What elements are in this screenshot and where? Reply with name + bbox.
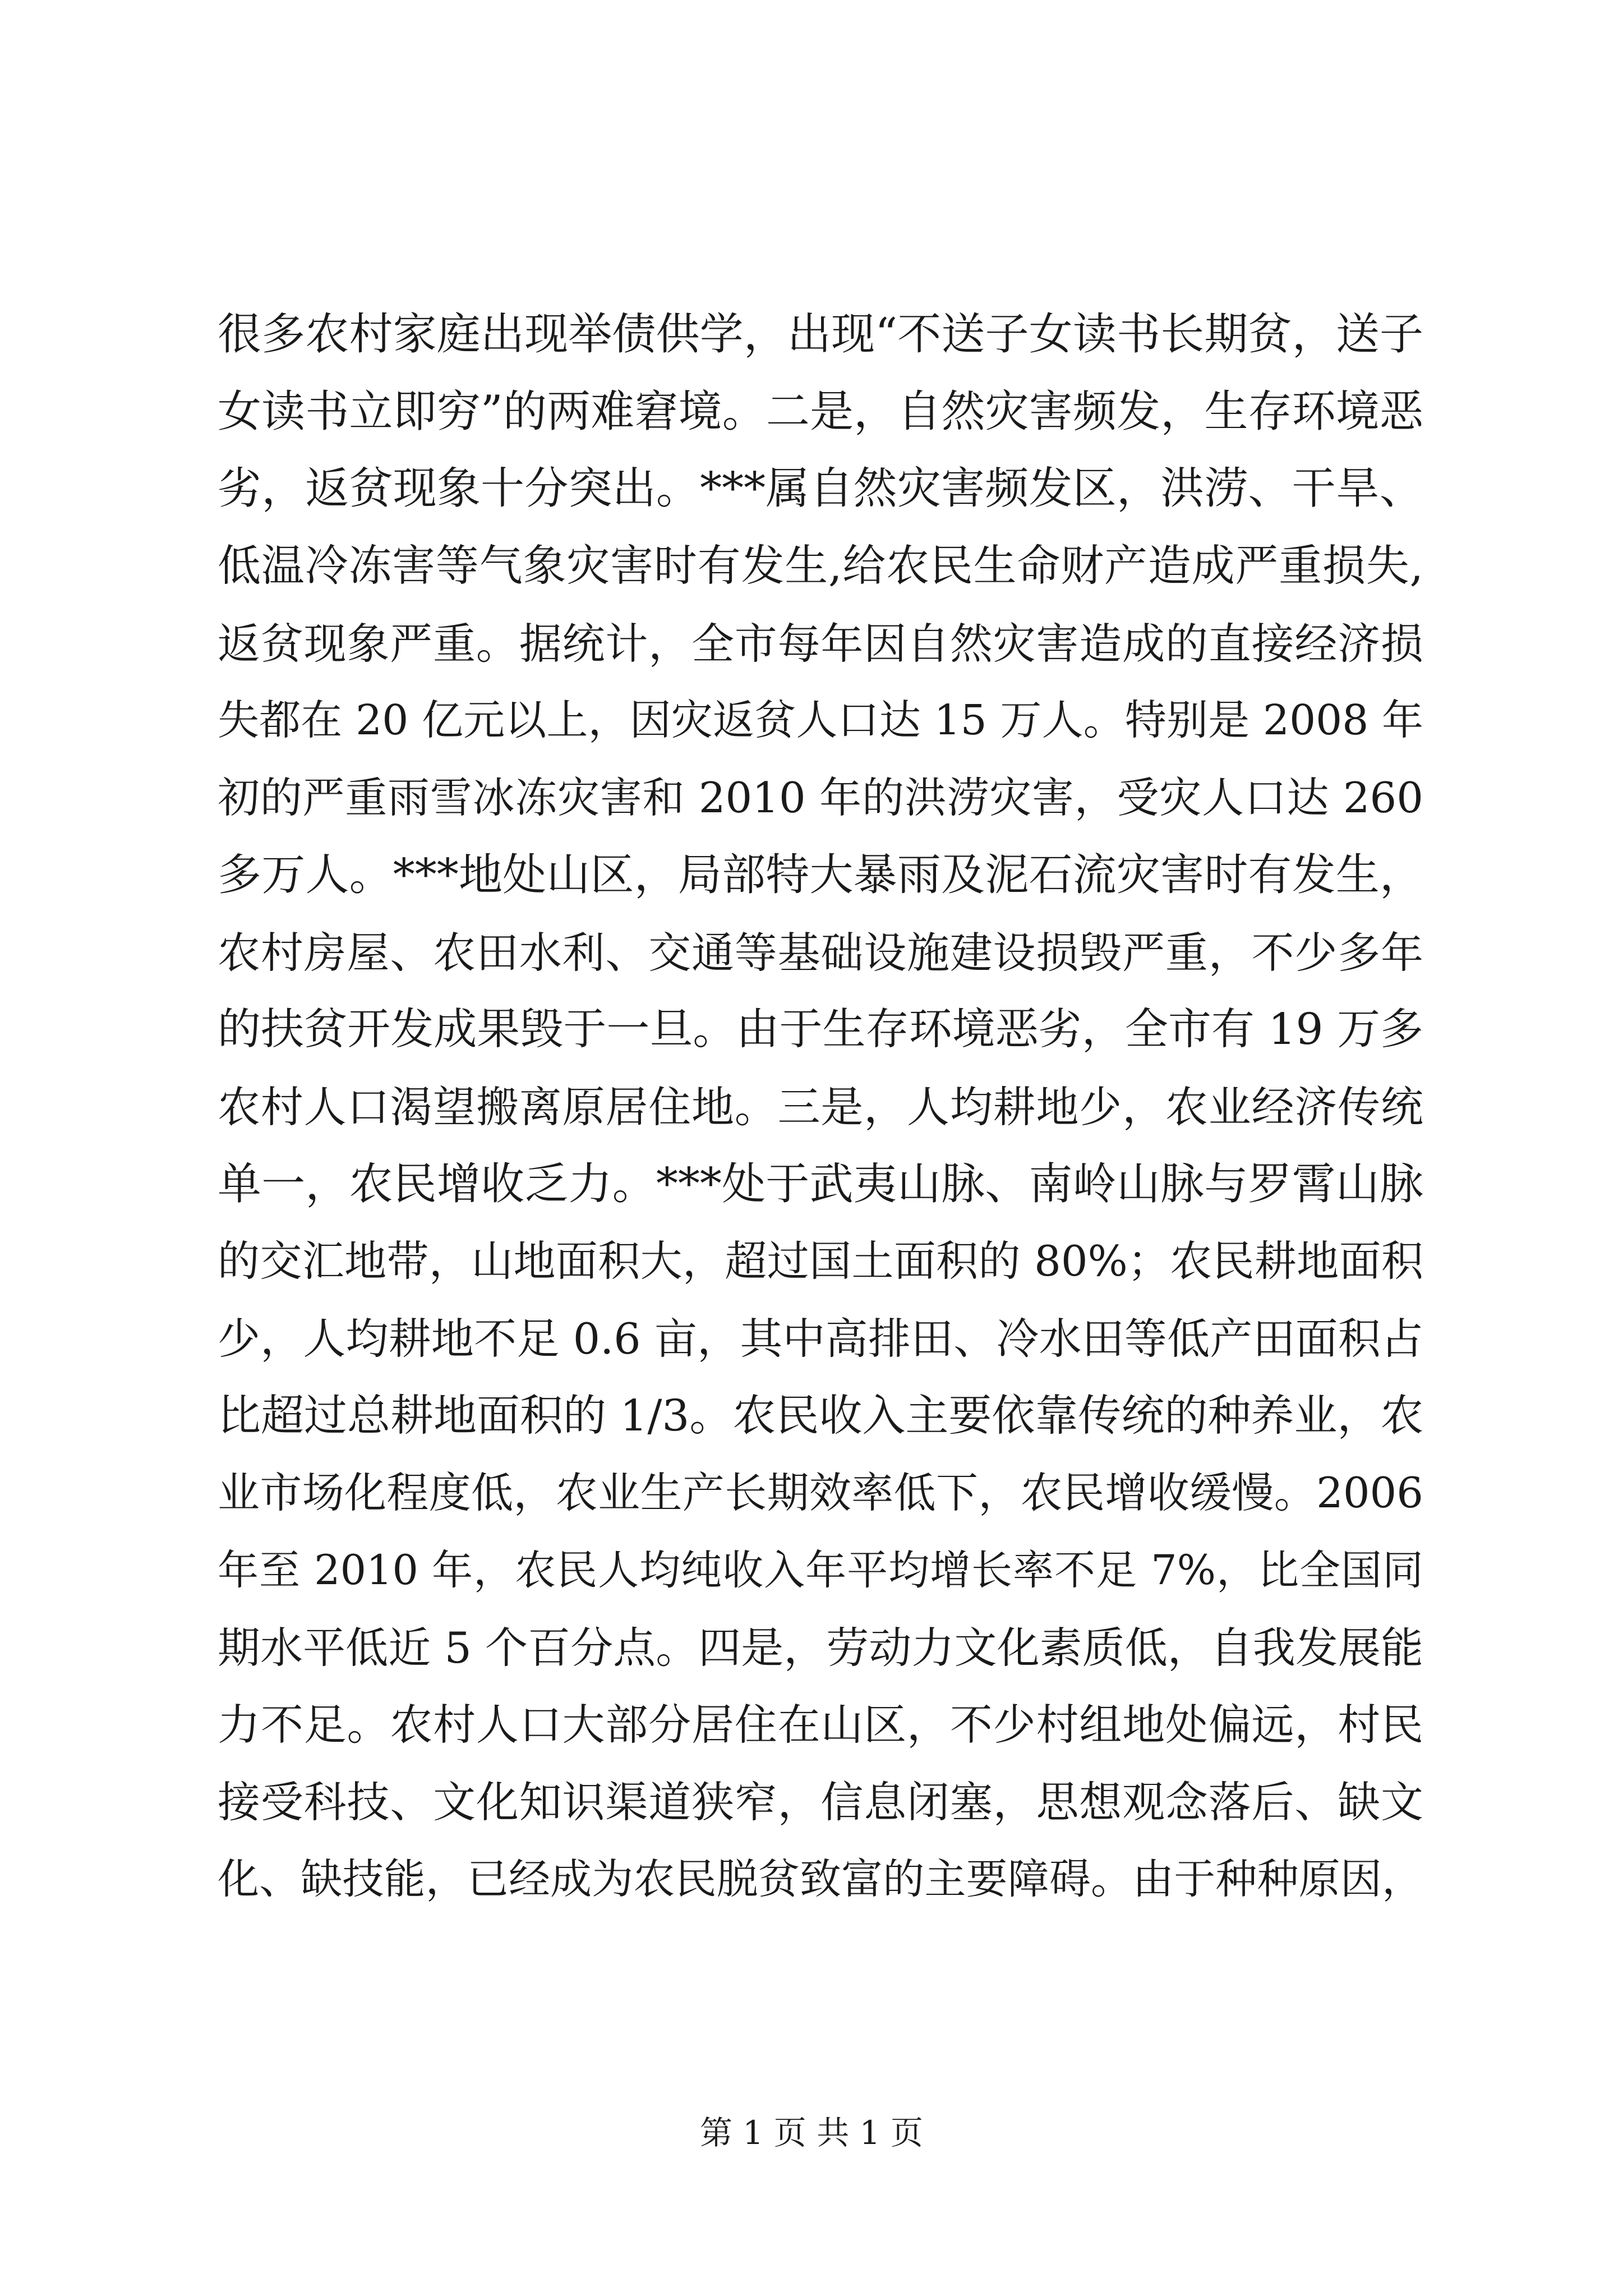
text-line: 失都在 20 亿元以上，因灾返贫人口达 15 万人。特别是 2008 年 xyxy=(218,696,1423,745)
text-line: 女读书立即穷”的两难窘境。二是，自然灾害频发，生存环境恶 xyxy=(218,386,1423,437)
text-line: 接受科技、文化知识渠道狭窄，信息闭塞，思想观念落后、缺文 xyxy=(218,1777,1423,1828)
text-line: 年至 2010 年，农民人均纯收入年平均增长率不足 7%，比全国同 xyxy=(218,1547,1423,1594)
text-line: 返贫现象严重。据统计，全市每年因自然灾害造成的直接经济损 xyxy=(218,618,1423,669)
text-line: 农村房屋、农田水利、交通等基础设施建设损毁严重，不少多年 xyxy=(218,927,1423,978)
text-line: 比超过总耕地面积的 1/3。农民收入主要依靠传统的种养业，农 xyxy=(218,1391,1423,1441)
page-number: 第 1 页 共 1 页 xyxy=(700,2114,923,2152)
text-line: 业市场化程度低，农业生产长期效率低下，农民增收缓慢。2006 xyxy=(218,1468,1423,1518)
text-line: 单一，农民增收乏力。***处于武夷山脉、南岭山脉与罗霄山脉 xyxy=(218,1158,1423,1209)
text-line: 初的严重雨雪冰冻灾害和 2010 年的洪涝灾害，受灾人口达 260 xyxy=(218,773,1423,823)
text-line: 的交汇地带，山地面积大，超过国土面积的 80%；农民耕地面积 xyxy=(218,1236,1423,1286)
text-line: 化、缺技能，已经成为农民脱贫致富的主要障碍。由于种种原因， xyxy=(218,1855,1423,1903)
page-footer xyxy=(0,2110,1623,2155)
text-line: 农村人口渴望搬离原居住地。三是，人均耕地少，农业经济传统 xyxy=(218,1082,1423,1132)
text-line: 的扶贫开发成果毁于一旦。由于生存环境恶劣，全市有 19 万多 xyxy=(218,1005,1423,1055)
text-line: 多万人。***地处山区，局部特大暴雨及泥石流灾害时有发生， xyxy=(218,849,1423,900)
text-line: 少，人均耕地不足 0.6 亩，其中高排田、冷水田等低产田面积占 xyxy=(218,1313,1423,1364)
body-paragraph xyxy=(218,296,1423,1918)
text-line: 期水平低近 5 个百分点。四是，劳动力文化素质低，自我发展能 xyxy=(218,1622,1423,1673)
text-line: 低温冷冻害等气象灾害时有发生,给农民生命财产造成严重损失, xyxy=(218,541,1423,592)
text-line: 很多农村家庭出现举债供学，出现“不送子女读书长期贫，送子 xyxy=(218,309,1423,360)
text-line: 力不足。农村人口大部分居住在山区，不少村组地处偏远，村民 xyxy=(218,1700,1423,1750)
text-line: 劣，返贫现象十分突出。***属自然灾害频发区，洪涝、干旱、 xyxy=(218,463,1423,514)
